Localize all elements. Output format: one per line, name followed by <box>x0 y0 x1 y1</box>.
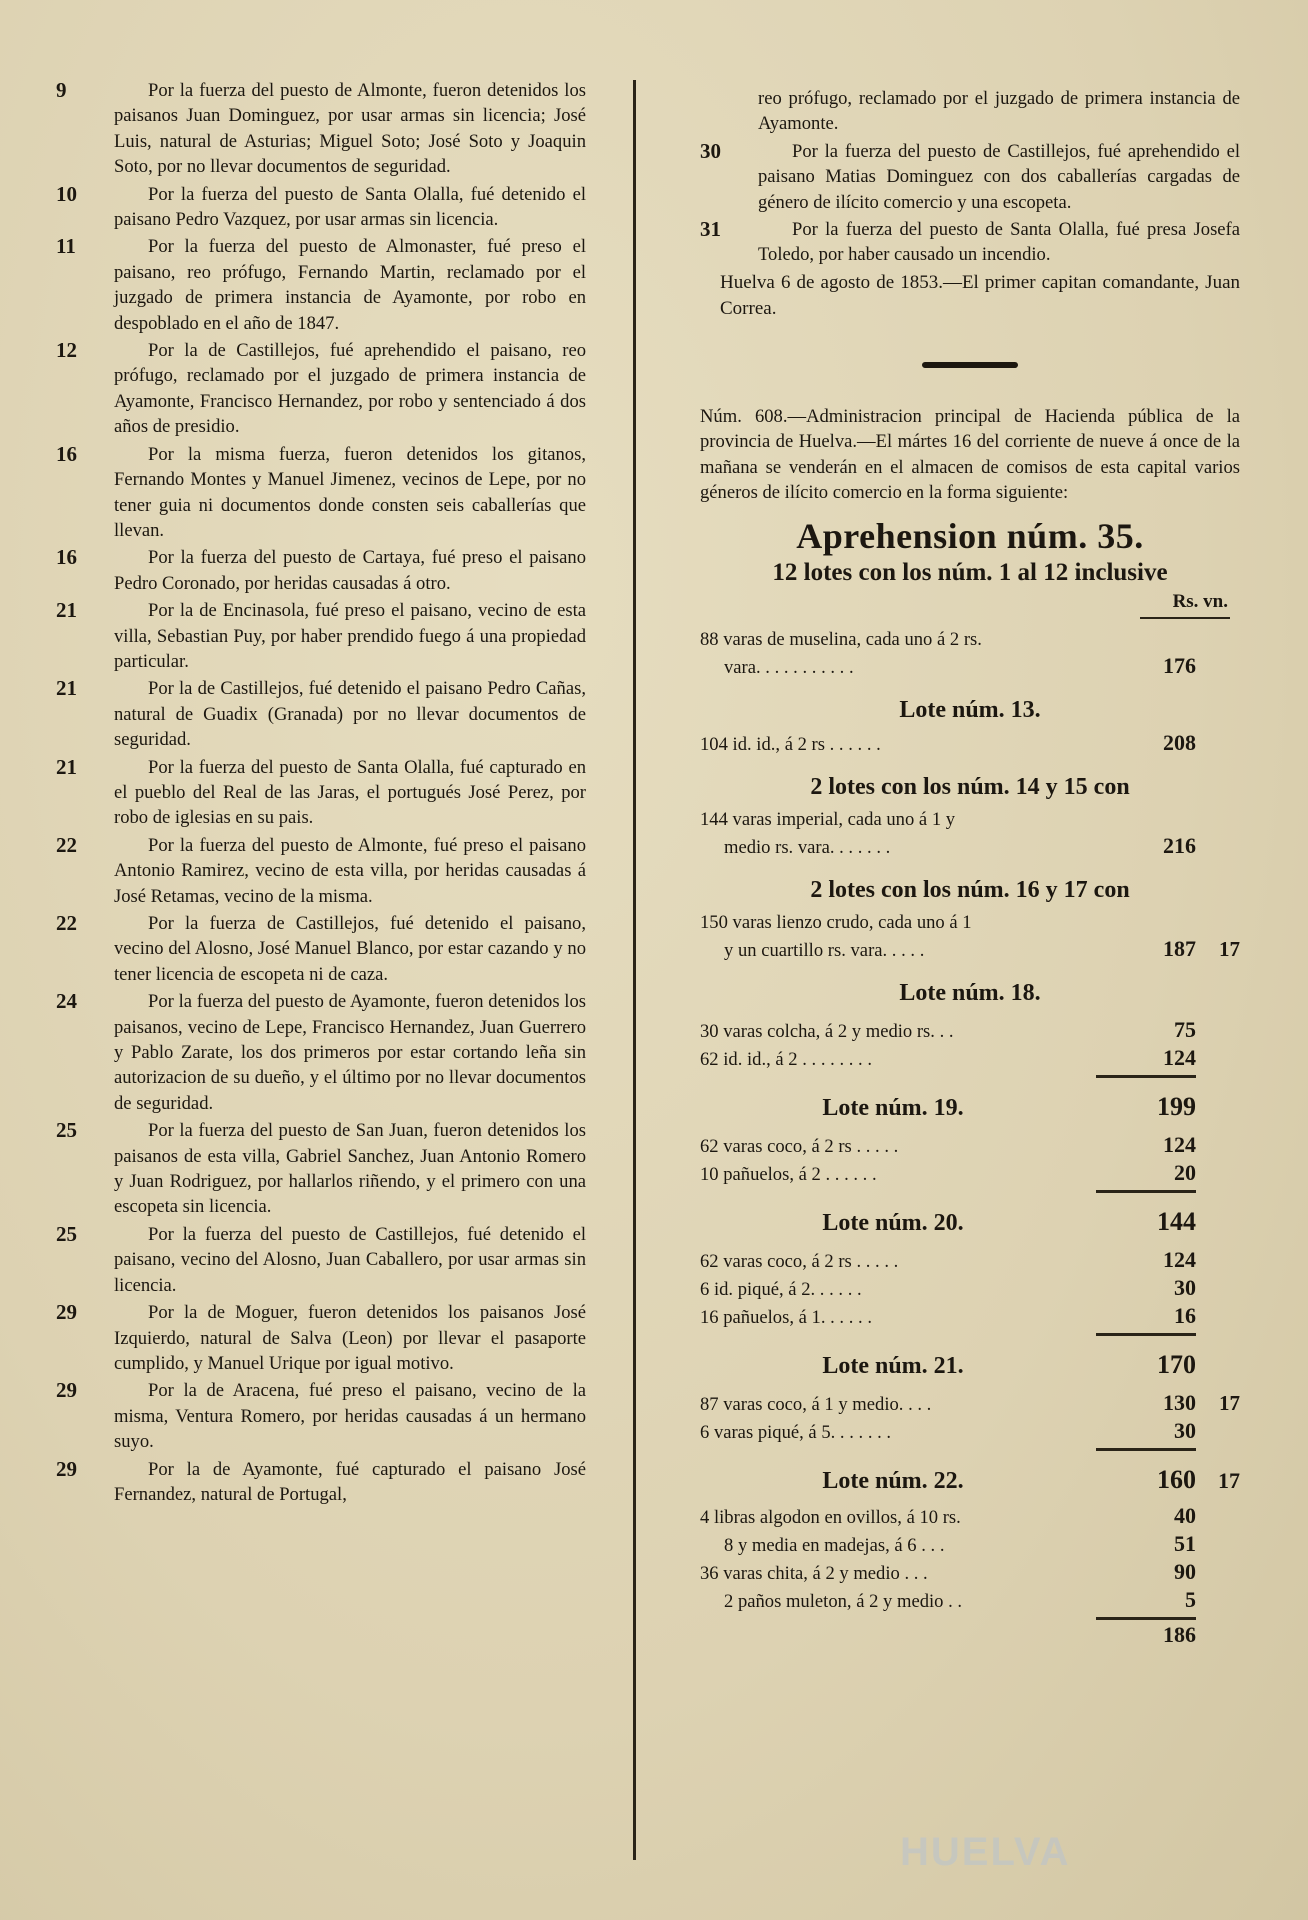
item-line: 6 id. piqué, á 2. . . . . . 30 <box>700 1275 1196 1301</box>
notice-paragraph: Núm. 608.—Administracion principal de Hacienda pública de la provincia de Huelva.—El mártes 16 del corriente de nueve á once de la mañana se venderán en el almacen de comisos de esta capital varios géneros de ilícito comercio en la forma siguiente: <box>700 405 1240 504</box>
report-entry: 29 Por la de Moguer, fueron detenidos los paisanos José Izquierdo, natural de Salva (Leon) por llevar el pasaporte cumplido, y Manuel Urique por igual motivo. <box>56 1300 586 1374</box>
report-entry: 29 Por la de Ayamonte, fué capturado el paisano José Fernandez, natural de Portugal, <box>56 1456 586 1505</box>
report-entry: 24 Por la fuerza del puesto de Ayamonte, fueron detenidos los paisanos, vecino de Lepe, Francisco Hernandez, Juan Guerrero y Pablo Zarate, los dos primeros por estar cortando leña sin autorizacion de su dueño, y el último por no llevar documentos de seguridad. <box>56 989 586 1114</box>
lote-heading: Lote núm. 22. 160 17 <box>822 1465 1240 1495</box>
report-entry: 9 Por la fuerza del puesto de Almonte, fueron detenidos los paisanos Juan Dominguez, por usar armas sin licencia; José Luis, natural de Asturias; Miguel Soto; José Soto y Joaquin Soto, por no llevar documentos de seguridad. <box>56 78 586 178</box>
lote-heading: Lote núm. 20. 144 <box>822 1207 1196 1237</box>
item-line: 88 varas de muselina, cada uno á 2 rs. <box>700 629 982 651</box>
aprehension-heading: Aprehension núm. 35. <box>796 516 1144 557</box>
currency-header: Rs. vn. <box>1172 591 1228 613</box>
sum-rule <box>700 1448 1240 1451</box>
item-line: 10 pañuelos, á 2 . . . . . . 20 <box>700 1160 1196 1186</box>
item-line: 62 varas coco, á 2 rs . . . . . 124 <box>700 1247 1196 1273</box>
item-line: 16 pañuelos, á 1. . . . . . 16 <box>700 1303 1196 1329</box>
item-line: 4 libras algodon en ovillos, á 10 rs. 40 <box>700 1503 1196 1529</box>
report-entry: 21 Por la de Castillejos, fué detenido el paisano Pedro Cañas, natural de Guadix (Granada) por no llevar documentos de seguridad. <box>56 676 586 751</box>
item-line: 30 varas colcha, á 2 y medio rs. . . 75 <box>700 1017 1196 1043</box>
right-column <box>700 86 1240 1648</box>
signature: Huelva 6 de agosto de 1853.—El primer capitan comandante, Juan Correa. <box>720 271 1240 319</box>
item-line: 87 varas coco, á 1 y medio. . . . 130 17 <box>700 1390 1240 1416</box>
report-entry: 25 Por la fuerza del puesto de Castillejos, fué detenido el paisano, vecino del Alosno, Juan Caballero, por usar armas sin licencia. <box>56 1221 586 1296</box>
report-entry: 21 Por la de Encinasola, fué preso el paisano, vecino de esta villa, Sebastian Puy, por haber prendido fuego á una propiedad particular. <box>56 598 586 672</box>
report-entry: 12 Por la de Castillejos, fué aprehendido el paisano, reo prófugo, reclamado por el juzgado de primera instancia de Ayamonte, Francisco Hernandez, por robo y sentenciado á dos años de presidio. <box>56 338 586 438</box>
item-line: 8 y media en madejas, á 6 . . . 51 <box>724 1531 1196 1557</box>
header-rule <box>1140 617 1230 619</box>
sum-rule <box>700 1333 1240 1336</box>
report-entry: 22 Por la fuerza del puesto de Almonte, fué preso el paisano Antonio Ramirez, vecino de esta villa, por heridas causadas á José Retamas, vecino de la misma. <box>56 832 586 907</box>
lote-heading: Lote núm. 18. <box>899 980 1041 1007</box>
final-total-line: 186 <box>1163 1622 1196 1648</box>
report-entry: 29 Por la de Aracena, fué preso el paisano, vecino de la misma, Ventura Romero, por heridas causadas á un hermano suyo. <box>56 1378 586 1453</box>
report-entry: 31 Por la fuerza del puesto de Santa Olalla, fué presa Josefa Toledo, por haber causado un incendio. <box>700 217 1240 266</box>
report-entry: 21 Por la fuerza del puesto de Santa Olalla, fué capturado en el pueblo del Real de las Jaras, el portugués José Perez, por robo de iglesias en su pais. <box>56 754 586 829</box>
report-entry: 25 Por la fuerza del puesto de San Juan, fueron detenidos los paisanos de esta villa, Gabriel Sanchez, Juan Antonio Romero y Juan Rodriguez, por hallarlos riñendo, y el primero con una escopeta sin licencia. <box>56 1118 586 1218</box>
item-line: vara. . . . . . . . . . . 176 <box>724 653 1196 679</box>
lote-heading: 2 lotes con los núm. 14 y 15 con <box>810 774 1130 801</box>
column-divider <box>633 80 636 1860</box>
item-line: 150 varas lienzo crudo, cada uno á 1 <box>700 912 972 934</box>
report-entry-continuation: reo prófugo, reclamado por el juzgado de primera instancia de Ayamonte. <box>758 88 1240 135</box>
report-entry: 16 Por la fuerza del puesto de Cartaya, fué preso el paisano Pedro Coronado, por heridas causadas á otro. <box>56 545 586 594</box>
item-line: y un cuartillo rs. vara. . . . . 187 17 <box>724 936 1240 962</box>
item-line: 6 varas piqué, á 5. . . . . . . 30 <box>700 1418 1196 1444</box>
report-entry: 22 Por la fuerza de Castillejos, fué detenido el paisano, vecino del Alosno, José Manuel Blanco, por estar cazando y no tener licencia de escopeta ni de caza. <box>56 911 586 985</box>
report-entry: 16 Por la misma fuerza, fueron detenidos los gitanos, Fernando Montes y Manuel Jimenez, vecinos de Lepe, por no tener guia ni documentos donde consten seis caballerías que llevan. <box>56 441 586 541</box>
report-entry: 11 Por la fuerza del puesto de Almonaster, fué preso el paisano, reo prófugo, Fernando Martin, reclamado por el juzgado de primera instancia de Ayamonte, por robo en despoblado en el año de 1847. <box>56 234 586 334</box>
lote-heading: 2 lotes con los núm. 16 y 17 con <box>810 877 1130 904</box>
sum-rule <box>700 1190 1240 1193</box>
lote-heading: Lote núm. 19. 199 <box>822 1092 1196 1122</box>
sum-rule <box>700 1617 1240 1620</box>
report-entry: 10 Por la fuerza del puesto de Santa Olalla, fué detenido el paisano Pedro Vazquez, por usar armas sin licencia. <box>56 181 586 231</box>
item-line: 144 varas imperial, cada uno á 1 y <box>700 809 956 831</box>
lote-heading: Lote núm. 13. <box>899 697 1041 724</box>
sum-rule <box>700 1075 1240 1078</box>
archive-watermark: HUELVA <box>900 1830 1071 1874</box>
lote-heading: Lote núm. 21. 170 <box>822 1350 1196 1380</box>
item-line: medio rs. vara. . . . . . . 216 <box>724 833 1196 859</box>
item-line: 2 paños muleton, á 2 y medio . . 5 <box>724 1587 1196 1613</box>
section-separator <box>922 362 1018 368</box>
item-line: 62 id. id., á 2 . . . . . . . . 124 <box>700 1045 1196 1071</box>
report-entry: 30 Por la fuerza del puesto de Castillejos, fué aprehendido el paisano Matias Dominguez con dos caballerías cargadas de género de ilícito comercio y una escopeta. <box>700 138 1240 213</box>
left-column <box>56 78 586 1509</box>
item-line: 36 varas chita, á 2 y medio . . . 90 <box>700 1559 1196 1585</box>
lots-range-heading: 12 lotes con los núm. 1 al 12 inclusive <box>772 559 1168 587</box>
item-line: 62 varas coco, á 2 rs . . . . . 124 <box>700 1132 1196 1158</box>
item-line: 104 id. id., á 2 rs . . . . . . 208 <box>700 730 1196 756</box>
